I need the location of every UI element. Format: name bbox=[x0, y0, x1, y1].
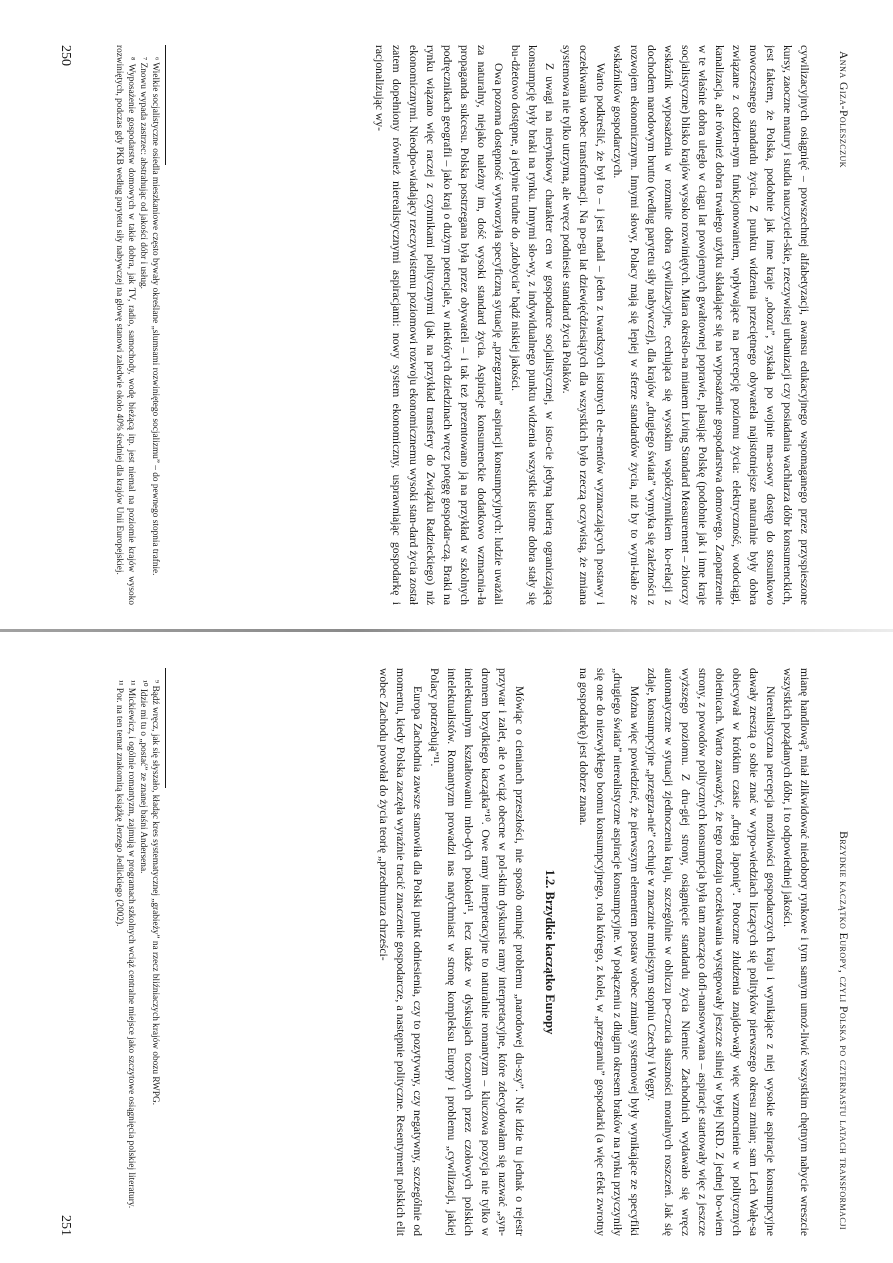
paragraph: Warto podkreślić, że był to – i jest nadal – jeden z twardszych istotnych ele-mentów wyznaczających postawy i oczekiwania wobec transformacji. Na po-gu lat dziewięćdziesiątych dla wszystkich było rzeczą oczywistą, że zmiana systemowa nie tylko utrzyma, ale wręcz podniesie standard życia Polaków. bbox=[560, 45, 607, 605]
paragraph: Z uwagi na nierynkowy charakter cen w gospodarce socjalistycznej, w isto-cie jedyną barierą ograniczającą konsumpcję były braki na rynku. Innymi sło-wy, z indywidualnego punktu widzenia wszystkie istotne dobra stały się bu-dżetowo dostępne, a jedynie trudne do „zdobycia” bądź niskiej jakości. bbox=[509, 45, 556, 605]
paragraph: cywilizacyjnych osiągnięć – powszechnej alfabetyzacji, awansu edukacyjnego wspomaganego przez przyspieszone kursy, zaoczne matury i studia nauczyciel-skie, rzeczywistej urbanizacji czy posiadania wachlarza dóbr konsumenckich, jest faktem, że Polska, podobnie jak inne kraje „obozu”, zyskała po wojnie ma-sowy dostęp do stosunkowo nowoczesnego standardu życia. Z punktu widzenia przeciętnego obywatela najistotniejsze naturalnie były dobra związane z codzien-nym funkcjonowaniem, wpływające na percepcję poziomu życia: elektryczność, wodociągi, kanalizacja, ale również dobra trwałego użytku składające się na wyposażenie gospodarstwa domowego. Zaopatrzenie w te właśnie dobra uległo w ciągu lat powojennych gwałtownej poprawie, plasując Polskę (podobnie jak i inne kraje socjalistyczne) blisko krajów wysoko rozwiniętych. Miara określo-na mianem Living Standard Measurement – zbiorczy wskaźnik wyposażenia w rozmaite dobra cywilizacyjne, cechująca się wysokim współczynnikiem ko-relacji z dochodem narodowym brutto (według parytetu siły nabywczej), dla krajów „drugiego świata” wymyka się zależności z rozwojem ekonomicznym. Innymi słowy, Polacy mają się lepiej w sferze standardów życia, niż by to wyni-kało ze wskaźników gospodarczych. bbox=[611, 45, 811, 605]
paragraph: Owa pozorna dostępność wytworzyła specyficzną sytuację „przegrzania” aspiracji konsumpcyjnych: ludzie uważali za naturalny, niejako należny im, dość wysoki standard życia. Aspiracje konsumenckie dodatkowo wzmacnia-ła propaganda sukcesu. Polska postrzegana była przez obywateli – i tak też prezentowano ją na przykład w szkolnych podręcznikach geografii – jako kraj o dużym potencjale, w niektórych dziedzinach wręcz potęgę gospodar-czą. Braki na rynku wiązano więc raczej z czynnikami politycznymi (jak na przykład transfery do Związku Radzieckiego) niż ekonomicznymi. Nieodpo-wiadający rzeczywistemu poziomowi rozwoju ekonomicznemu wysoki stan-dard życia został zatem dopełniony również nierealistycznymi aspiracjami: nowy system ekonomiczny, usprawniając gospodarkę i racjonalizując wy- bbox=[373, 45, 505, 605]
paragraph: Można więc powiedzieć, że pierwszym elementem postaw wobec zmiany systemowej były wynikające ze specyfiki „drugiego świata” nierealistyczne aspiracje konsumpcyjne. W połączeniu z długim okresem braków na rynku przyczyniły się one do niezwykłego boomu konsumpcyjnego, rola którego, z kolei, w „przegraniu” gospodarki (a więc efekt zwrotny na gospodarkę) jest dobrze znana. bbox=[577, 668, 641, 1236]
page-number-right: 251 bbox=[58, 1215, 73, 1236]
footnote: ⁶ Wielkie socjalistyczne osiedla mieszkaniowe często bywały określane „slumsami rozwiniętego socjalizmu” – do pewnego stopnia trafnie. bbox=[150, 57, 160, 576]
footnote: ⁸ Wyposażenie gospodarstw domowych w takie dobra, jak TV, radio, samochody, wodę bieżącą itp. jest niemal na poziomie krajów wysoko rozwiniętych, podczas gdy PKB według parytetu siły nabywczej na głowę stanowi zaledwie około 40% średniej dla krajów Unii Europejskiej. bbox=[114, 45, 136, 605]
paragraph: mianę handlową⁹, miał zlikwidować niedobory rynkowe i tym samym umoż-liwić wszystkim chętnym nabycie wreszcie wszystkich pożądanych dóbr, i to odpowiedniej jakości. bbox=[781, 668, 811, 1236]
footnotes-right bbox=[113, 668, 166, 1236]
footnote: ¹¹ Por. na ten temat znakomitą książkę Jerzego Jedlickiego (2002). bbox=[114, 680, 124, 927]
page-body-left bbox=[113, 45, 813, 605]
page-number-left: 250 bbox=[58, 45, 73, 66]
footnote: ⁹ Bądź wręcz, jak się słyszało, kładąc kres systematycznej „grabieży” na rzecz bliźniaczych krajów obozu RWPG. bbox=[150, 680, 160, 1106]
footnotes-left bbox=[113, 45, 166, 605]
footnote: ⁷ Znowu wypada zastrzec: abstrahując od jakości dóbr i usług. bbox=[138, 57, 148, 289]
page-250 bbox=[53, 45, 853, 605]
page-body-right bbox=[113, 668, 813, 1236]
running-head-right: Brzydkie kaczątko Europy, czyli Polska po czternastu latach transformacji bbox=[837, 831, 849, 1230]
scan-fold-line bbox=[0, 629, 893, 632]
paragraph: Mówiąc o cienianch przeszłości, nie sposób ominąć problemu „narodowej du-szy”. Nie idzie tu jednak o rejestr przywar i zalet, ale o wciąż obecne w pol-skim dyskursie ramy interpretacyjne, które zdecydowałam się nazwać „syn-dromem brzydkiego kaczątka”¹⁰. Owe ramy interpretacyjne to naturalnie romantyzm – kluczowa pozycja nie tylko w intelektualnym kształtowaniu mło-dych pokoleń¹¹, lecz także w dyskusjach toczonych przez czołowych polskich intelektualistów. Romantyzm prowadzi nas natychmiast w stronę kompleksu Europy i problemu „cywilizacji, jakiej Polacy potrzebują”¹¹. bbox=[428, 668, 526, 1236]
section-heading: 1.2. Brzydkie kaczątko Europy bbox=[543, 869, 557, 1035]
footnote-rule bbox=[165, 45, 166, 165]
paragraph: Nierealistyczna percepcja możliwości gospodarczych kraju i wynikające z niej wysokie aspiracje konsumpcyjne dawały zresztą o sobie znać w wypo-wiedziach liczących się polityków pierwszego okresu zmian; sam Lech Wałę-sa obiecywał w krótkim czasie „drugą Japonię”. Potoczne złudzenia znajdo-wały więc wzmocnienie w politycznych obietnicach. Warto zauważyć, że tego rodzaju oczekiwania występowały jeszcze silniej w byłej NRD. Z jednej bo-wiem strony, z powodów politycznych konsumpcja była tam znacząco dofi-nansowywana – aspiracje startowały więc z jeszcze wyższego poziomu. Z dru-giej strony, osiągnięcie standardu życia Niemiec Zachodnich wydawało się wręcz automatyczne w sytuacji zjednoczenia kraju, szczególnie w obliczu po-czucia słuszności moralnych roszczeń. Jak się zdaje, konsumpcyjne „przegrza-nie” cechuje w znacznie mniejszym stopniu Czechy i Węgry. bbox=[645, 668, 777, 1236]
footnote: ¹¹ Mickiewicz, i ogólnie romantyzm, zajmują w programach szkolnych wciąż centralne miejsce jako szczytowe osiągnięcia polskiej literatury. bbox=[126, 680, 136, 1209]
footnote-rule bbox=[165, 668, 166, 788]
page-251 bbox=[53, 668, 853, 1236]
paragraph: Europa Zachodnia zawsze stanowiła dla Polski punkt odniesienia, czy to pozytywny, czy negatywny, szczególnie od momentu, kiedy Polska zaczęła wyraźnie tracić znaczenie gospodarcze, a następnie polityczne. Resentyment polskich elit wobec Zachodu powołał do życia teorię „przedmurza chrześci- bbox=[377, 668, 424, 1236]
footnote: ¹⁰ Idzie mi tu o „postać” ze znanej baśni Andersena. bbox=[138, 680, 148, 874]
running-head-left: Anna Giza-Poleszczuk bbox=[837, 51, 849, 169]
